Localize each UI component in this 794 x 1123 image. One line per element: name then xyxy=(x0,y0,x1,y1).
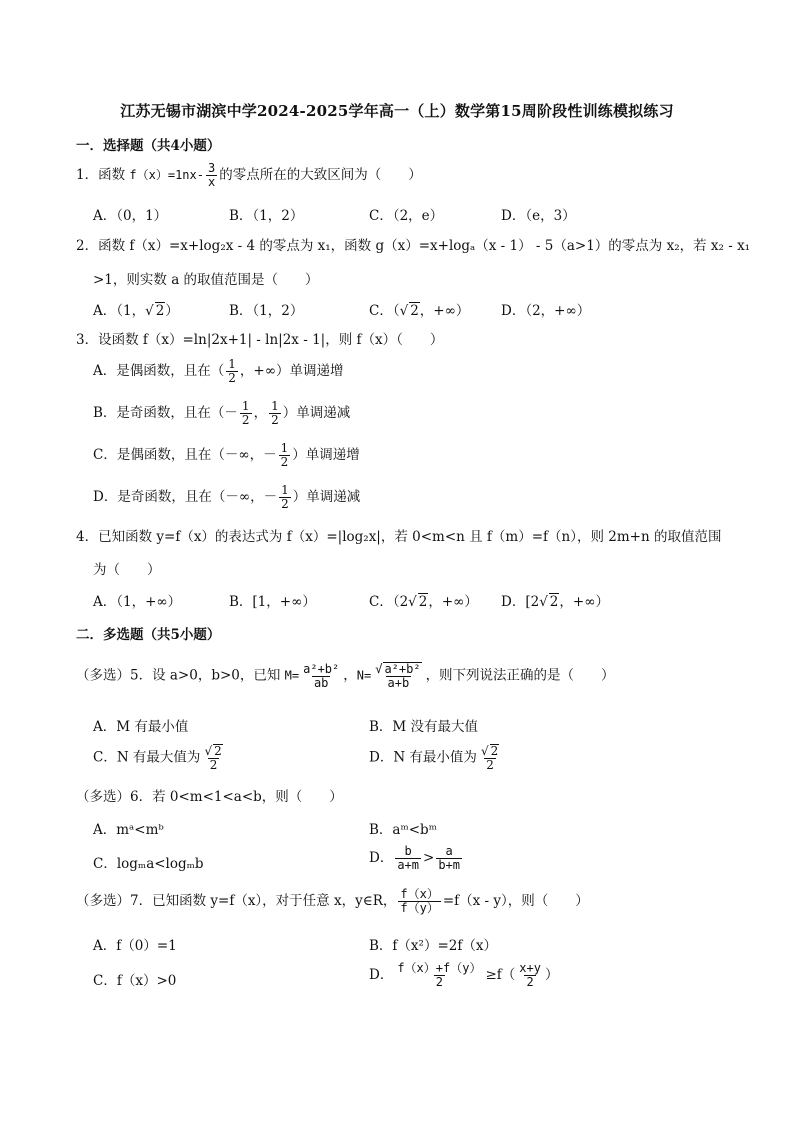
q5-n-den: a+b xyxy=(387,676,410,690)
q4-d-pre: D．[2 xyxy=(501,594,540,610)
q3-c-post: ）单调递增 xyxy=(292,447,360,463)
q3-a-pre: A．是偶函数，且在（ xyxy=(93,363,225,379)
q6-d-frac1 xyxy=(395,845,421,872)
q7-option-b: B．f（x²）=2f（x） xyxy=(369,938,497,954)
q7-frac xyxy=(398,888,440,915)
q3-d-num: 1 xyxy=(281,483,289,497)
q4-c-pre: C．（2 xyxy=(369,594,409,610)
section-heading-1: 一．选择题（共4小题） xyxy=(76,138,221,154)
q3-b-frac2 xyxy=(269,400,281,427)
q2-option-b: B．（1，2） xyxy=(229,303,304,319)
question-7 xyxy=(76,888,726,915)
q3-c-frac xyxy=(279,442,291,469)
q1-fraction xyxy=(206,162,217,189)
q3-b-mid: ， xyxy=(253,405,268,421)
question-2-line2: >1，则实数 a 的取值范围是（ ） xyxy=(93,272,319,288)
q3-option-c xyxy=(93,442,360,469)
q5-c-frac: $\frac{√ 2}{2}$ xyxy=(204,744,222,772)
question-5 xyxy=(76,662,726,690)
q3-b-num1: 1 xyxy=(241,399,250,413)
q3-a-den: 2 xyxy=(228,371,236,385)
q2-c-rad: 2 xyxy=(410,303,419,319)
q5-m-label: M= xyxy=(284,668,300,683)
q6-d-den1: a+m xyxy=(397,858,420,872)
q3-a-frac xyxy=(226,358,238,385)
q3-b-frac1 xyxy=(240,400,252,427)
q2-option-c: C．（√ 2，+∞） xyxy=(369,303,470,319)
q2-a-post: ） xyxy=(165,303,179,319)
question-1 xyxy=(76,162,726,189)
q6-d-num2: a xyxy=(445,844,453,858)
q2-option-d: D．（2，+∞） xyxy=(501,303,591,319)
q4-option-b: B．[1，+∞） xyxy=(229,594,316,610)
q5-m-frac xyxy=(301,663,341,690)
q5-n-num: a²+b² xyxy=(384,662,421,676)
q5-pre: （多选）5．设 a>0，b>0，已知 xyxy=(76,667,285,684)
q3-d-post: ）单调递减 xyxy=(292,489,361,505)
q7-d-post: ） xyxy=(544,967,559,983)
q7-d-den1: 2 xyxy=(435,975,443,989)
q6-option-c: C．logₘa<logₘb xyxy=(93,856,204,872)
q3-option-d xyxy=(93,484,360,511)
q4-d-rad: 2 xyxy=(549,594,559,610)
q3-b-pre: B．是奇函数，且在（－ xyxy=(93,405,238,421)
q5-option-d xyxy=(369,744,503,772)
question-2-line1: 2．函数 f（x）=x+log₂x - 4 的零点为 x₁，函数 g（x）=x+logₐ（x - 1） - 5（a>1）的零点为 x₂，若 x₂ - x₁ xyxy=(76,238,751,254)
q2-a-pre: A．（1， xyxy=(93,303,146,319)
q5-c-pre: C．N 有最大值为 xyxy=(93,749,201,766)
q7-d-frac1 xyxy=(395,962,483,989)
q3-a-post: ，+∞）单调递增 xyxy=(239,363,344,379)
q5-option-b: B．M 没有最大值 xyxy=(369,719,479,735)
q6-d-frac2 xyxy=(436,845,462,872)
q7-d-den2: 2 xyxy=(526,975,534,989)
q3-b-den1: 2 xyxy=(241,413,250,427)
q1-option-d: D．（e，3） xyxy=(501,208,576,224)
q3-c-num: 1 xyxy=(280,441,289,455)
q5-d-den: 2 xyxy=(486,758,494,772)
page-title: 江苏无锡市湖滨中学2024-2025学年高一（上）数学第15周阶段性训练模拟练习 xyxy=(120,102,674,120)
q3-b-num2: 1 xyxy=(271,399,279,413)
q4-c-rad: 2 xyxy=(418,594,428,610)
q6-d-mid: > xyxy=(423,850,435,866)
q5-m-num: a²+b² xyxy=(303,661,340,676)
q1-post: 的零点所在的大致区间为（ ） xyxy=(219,167,422,183)
q3-b-den2: 2 xyxy=(271,413,279,427)
question-6: （多选）6．若 0<m<1<a<b，则（ ） xyxy=(76,789,343,805)
q5-post: ，则下列说法正确的是（ ） xyxy=(425,667,615,684)
q1-frac-num: 3 xyxy=(207,161,216,175)
q7-option-c: C．f（x）>0 xyxy=(93,973,177,989)
q4-option-d: D．[2√ 2，+∞） xyxy=(501,594,609,610)
q5-d-pre: D．N 有最小值为 xyxy=(369,749,477,766)
q7-d-mid: ≥f（ xyxy=(485,967,516,983)
q5-c-den: 2 xyxy=(209,758,218,772)
q4-c-post: ，+∞） xyxy=(428,594,478,610)
q4-d-post: ，+∞） xyxy=(559,594,609,610)
q5-d-rad: 2 xyxy=(490,744,499,758)
q1-func: f（x）=1nx- xyxy=(129,168,204,182)
q1-pre: 1．函数 xyxy=(76,167,130,183)
q3-option-b xyxy=(93,400,350,427)
q6-option-b: B．aᵐ<bᵐ xyxy=(369,822,437,838)
q2-c-pre: C．（ xyxy=(369,303,400,319)
q7-frac-den: f（y） xyxy=(400,901,439,915)
q7-d-num1: f（x）+f（y） xyxy=(397,961,482,975)
q3-c-den: 2 xyxy=(280,455,289,469)
q6-d-pre: D． xyxy=(369,850,394,866)
q5-n-frac: $\frac{\text{√ a²+b²}}{a+b}$ xyxy=(375,662,421,690)
q5-sep: ， xyxy=(343,667,357,684)
q1-option-a: A．（0，1） xyxy=(93,208,168,224)
q6-d-den2: b+m xyxy=(438,858,461,872)
q6-d-num1: b xyxy=(404,844,412,858)
q7-d-num2: x+y xyxy=(519,961,541,975)
q6-option-a: A．mᵃ<mᵇ xyxy=(93,822,164,838)
q3-a-num: 1 xyxy=(228,357,236,371)
q3-d-den: 2 xyxy=(281,497,289,511)
q7-d-pre: D． xyxy=(369,967,394,983)
q7-pre: （多选）7．已知函数 y=f（x），对于任意 x，y∈R， xyxy=(76,893,397,909)
section-heading-2: 二．多选题（共5小题） xyxy=(76,627,221,643)
q7-option-d xyxy=(369,962,558,989)
q1-option-c: C．（2，e） xyxy=(369,208,444,224)
q7-d-frac2 xyxy=(517,962,543,989)
q4-option-c: C．（2√ 2，+∞） xyxy=(369,594,478,610)
q2-a-rad: 2 xyxy=(155,303,165,319)
q2-option-a: A．（1，√ 2） xyxy=(93,303,179,319)
q5-c-rad: 2 xyxy=(214,744,222,758)
q5-option-c xyxy=(93,744,227,772)
question-4-line1: 4．已知函数 y=f（x）的表达式为 f（x）=|log₂x|，若 0<m<n 且 f（m）=f（n），则 2m+n 的取值范围 xyxy=(76,529,722,545)
question-4-line2: 为（ ） xyxy=(93,562,161,578)
q5-n-label: N= xyxy=(356,668,372,683)
q7-post: =f（x - y），则（ ） xyxy=(442,893,589,909)
q4-option-a: A．（1，+∞） xyxy=(93,594,182,610)
q5-d-frac: $\frac{√ 2}{2}$ xyxy=(480,744,499,772)
q7-frac-num: f（x） xyxy=(400,887,439,901)
q3-option-a xyxy=(93,358,343,385)
q3-d-pre: D．是奇函数，且在（－∞，－ xyxy=(93,489,278,505)
q2-c-post: ，+∞） xyxy=(419,303,470,319)
q1-frac-den: x xyxy=(207,175,216,189)
q7-option-a: A．f（0）=1 xyxy=(93,938,177,954)
q5-option-a: A．M 有最小值 xyxy=(93,719,189,735)
q1-option-b: B．（1，2） xyxy=(229,208,304,224)
q3-c-pre: C．是偶函数，且在（－∞，－ xyxy=(93,447,277,463)
q3-b-post: ）单调递减 xyxy=(282,405,351,421)
q5-m-den: ab xyxy=(313,675,329,690)
q3-d-frac xyxy=(279,484,291,511)
q6-option-d xyxy=(369,845,464,872)
question-3: 3．设函数 f（x）=ln|2x+1| - ln|2x - 1|，则 f（x）（ ） xyxy=(76,332,444,348)
